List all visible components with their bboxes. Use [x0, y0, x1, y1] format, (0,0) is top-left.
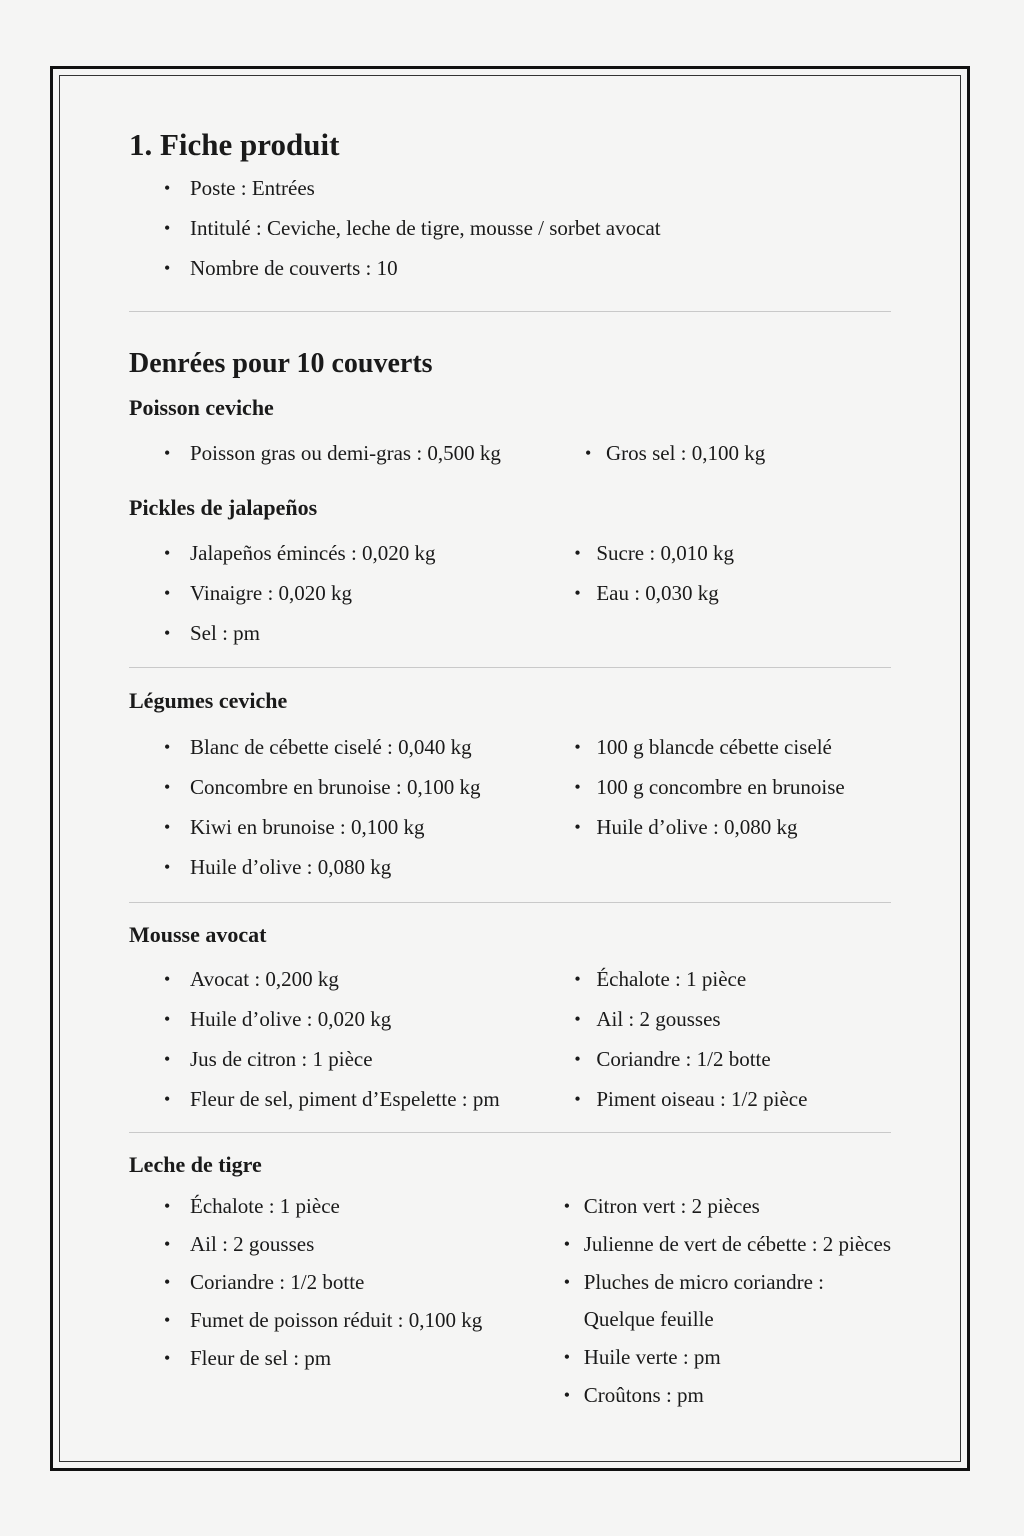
- section-leche-de-tigre: [129, 1187, 891, 1414]
- bullet-icon: •: [164, 857, 171, 877]
- list-item: • Nombre de couverts : 10: [129, 248, 891, 288]
- section-title-legumes-ceviche: Légumes ceviche: [129, 688, 288, 713]
- list-item: • Kiwi en brunoise : 0,100 kg: [129, 807, 539, 847]
- ingredient-list-left: [129, 533, 539, 653]
- bullet-icon: •: [164, 218, 171, 238]
- section-title-leche-de-tigre: Leche de tigre: [129, 1152, 262, 1177]
- list-item: • Coriandre : 1/2 botte: [539, 1039, 891, 1079]
- list-item: • Échalote : 1 pièce: [539, 959, 891, 999]
- bullet-icon: •: [574, 543, 581, 563]
- bullet-icon: •: [164, 737, 171, 757]
- bullet-icon: •: [164, 623, 171, 643]
- section-title-poisson-ceviche: Poisson ceviche: [129, 395, 274, 420]
- list-item: • Eau : 0,030 kg: [539, 573, 891, 613]
- list-item: • Huile d’olive : 0,080 kg: [539, 807, 891, 847]
- ingredient-list-left: [129, 433, 579, 473]
- bullet-icon: •: [563, 1272, 571, 1292]
- list-item: • Piment oiseau : 1/2 pièce: [539, 1079, 891, 1119]
- ingredient-list-right: [579, 433, 879, 473]
- bullet-icon: •: [574, 1009, 581, 1029]
- bullet-icon: •: [574, 583, 581, 603]
- list-item: • Gros sel : 0,100 kg: [579, 433, 879, 473]
- bullet-icon: •: [574, 1049, 581, 1069]
- bullet-icon: •: [164, 1196, 171, 1216]
- fiche-list: [129, 168, 891, 288]
- ingredient-list-right: [539, 959, 891, 1119]
- bullet-icon: •: [164, 817, 171, 837]
- bullet-icon: •: [574, 969, 581, 989]
- ingredient-list-left: [129, 1187, 529, 1414]
- list-item: • Coriandre : 1/2 botte: [129, 1263, 529, 1301]
- bullet-icon: •: [164, 1234, 171, 1254]
- bullet-icon: •: [563, 1385, 571, 1405]
- list-item: • Sel : pm: [129, 613, 539, 653]
- list-item: • Croûtons : pm: [529, 1376, 891, 1414]
- ingredient-list-right: [539, 533, 891, 653]
- list-item: • Ail : 2 gousses: [539, 999, 891, 1039]
- list-item: • Vinaigre : 0,020 kg: [129, 573, 539, 613]
- section-pickles: [129, 533, 891, 653]
- bullet-icon: •: [563, 1234, 571, 1254]
- bullet-icon: •: [164, 777, 171, 797]
- bullet-icon: •: [574, 817, 581, 837]
- denrees-title: Denrées pour 10 couverts: [129, 348, 433, 379]
- bullet-icon: •: [563, 1347, 571, 1367]
- bullet-icon: •: [164, 969, 171, 989]
- list-item: • Poste : Entrées: [129, 168, 891, 208]
- bullet-icon: •: [164, 1310, 171, 1330]
- ingredient-list-left: [129, 959, 539, 1119]
- list-item: • Échalote : 1 pièce: [129, 1187, 529, 1225]
- bullet-icon: •: [164, 1049, 171, 1069]
- list-item: • Citron vert : 2 pièces: [529, 1187, 891, 1225]
- list-item: • Intitulé : Ceviche, leche de tigre, mousse / sorbet avocat: [129, 208, 891, 248]
- bullet-icon: •: [164, 1089, 171, 1109]
- list-item: • 100 g concombre en brunoise: [539, 767, 891, 807]
- bullet-icon: •: [563, 1196, 571, 1216]
- list-item: • Sucre : 0,010 kg: [539, 533, 891, 573]
- document-content: [129, 122, 891, 1414]
- section-mousse-avocat: [129, 959, 891, 1119]
- bullet-icon: •: [164, 178, 171, 198]
- list-item: • Avocat : 0,200 kg: [129, 959, 539, 999]
- bullet-icon: •: [574, 737, 581, 757]
- section-poisson-ceviche: [129, 433, 891, 473]
- list-item: • Jalapeños émincés : 0,020 kg: [129, 533, 539, 573]
- bullet-icon: •: [164, 543, 171, 563]
- bullet-icon: •: [164, 1009, 171, 1029]
- bullet-icon: •: [585, 443, 592, 463]
- list-item: • Huile d’olive : 0,020 kg: [129, 999, 539, 1039]
- ingredient-list-right: [529, 1187, 891, 1414]
- list-item: • Pluches de micro coriandre :: [529, 1263, 891, 1301]
- list-item: • Fumet de poisson réduit : 0,100 kg: [129, 1301, 529, 1339]
- list-item: • Huile d’olive : 0,080 kg: [129, 847, 539, 887]
- list-item: • Fleur de sel, piment d’Espelette : pm: [129, 1079, 539, 1119]
- list-item: • Jus de citron : 1 pièce: [129, 1039, 539, 1079]
- bullet-icon: •: [164, 258, 171, 278]
- fiche-title: 1. Fiche produit: [129, 127, 340, 162]
- list-item: • 100 g blancde cébette ciselé: [539, 727, 891, 767]
- list-item: • Huile verte : pm: [529, 1338, 891, 1376]
- list-item-continuation: Quelque feuille: [583, 1307, 714, 1331]
- list-item: • Poisson gras ou demi-gras : 0,500 kg: [129, 433, 579, 473]
- list-item: • Julienne de vert de cébette : 2 pièces: [529, 1225, 891, 1263]
- bullet-icon: •: [164, 1348, 171, 1368]
- section-legumes-ceviche: [129, 727, 891, 887]
- list-item: • Concombre en brunoise : 0,100 kg: [129, 767, 539, 807]
- section-title-mousse-avocat: Mousse avocat: [129, 922, 267, 947]
- bullet-icon: •: [574, 777, 581, 797]
- list-item: • Ail : 2 gousses: [129, 1225, 529, 1263]
- bullet-icon: •: [164, 443, 171, 463]
- list-item: • Fleur de sel : pm: [129, 1339, 529, 1377]
- section-title-pickles: Pickles de jalapeños: [129, 495, 318, 520]
- list-item: • Blanc de cébette ciselé : 0,040 kg: [129, 727, 539, 767]
- ingredient-list-left: [129, 727, 539, 887]
- bullet-icon: •: [164, 1272, 171, 1292]
- ingredient-list-right: [539, 727, 891, 887]
- bullet-icon: •: [574, 1089, 581, 1109]
- bullet-icon: •: [164, 583, 171, 603]
